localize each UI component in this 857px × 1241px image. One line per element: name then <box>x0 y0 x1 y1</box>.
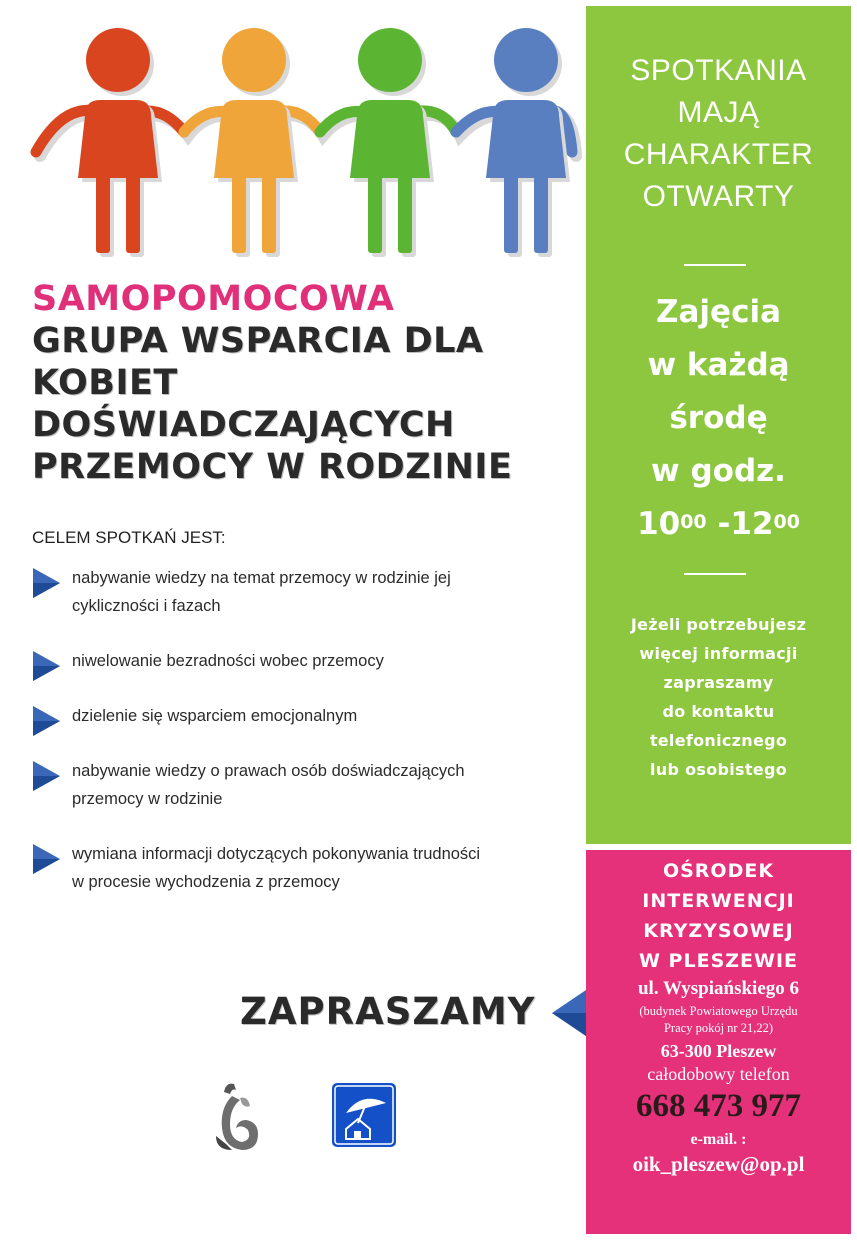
all-day-phone-label: całodobowy telefon <box>647 1064 790 1084</box>
info-line: telefonicznego <box>649 731 788 750</box>
triangle-arrow-icon <box>32 651 60 681</box>
triangle-arrow-icon <box>32 568 60 598</box>
headline-line-2: GRUPA WSPARCIA DLA <box>32 321 484 361</box>
org-line: W PLESZEWIE <box>638 950 799 972</box>
info-line: Jeżeli potrzebujesz <box>630 615 807 634</box>
goal-item <box>32 702 552 730</box>
info-line: więcej informacji <box>639 644 798 663</box>
headline-line-4: DOŚWIADCZAJĄCYCH <box>32 405 455 445</box>
figure-logo-icon <box>212 1078 264 1152</box>
schedule-line: środę <box>669 400 768 436</box>
email-link[interactable]: oik_pleszew@op.pl <box>632 1152 805 1176</box>
divider <box>684 573 746 575</box>
people-holding-hands-illustration <box>28 28 583 258</box>
goal-item <box>32 647 552 675</box>
headline-line-5: PRZEMOCY W RODZINIE <box>32 447 513 487</box>
goal-text-4b: przemocy w rodzinie <box>72 790 223 808</box>
open-line: CHARAKTER <box>623 138 814 171</box>
contact-info-text <box>586 610 851 784</box>
headline-line-1: SAMOPOMOCOWA <box>32 279 395 319</box>
goal-text-1a: nabywanie wiedzy na temat przemocy w rodzinie jej <box>72 569 451 587</box>
open-meetings-text <box>586 50 851 218</box>
goal-text-5b: w procesie wychodzenia z przemocy <box>72 873 340 891</box>
org-line: INTERWENCJI <box>642 890 795 912</box>
goal-text-2: niwelowanie bezradności wobec przemocy <box>72 652 384 670</box>
info-line: zapraszamy <box>663 673 774 692</box>
left-arrow-icon <box>552 990 586 1036</box>
schedule-line: w każdą <box>647 347 790 383</box>
organization-contact-panel <box>586 850 851 1234</box>
open-line: SPOTKANIA <box>630 54 807 87</box>
building-line: Pracy pokój nr 21,22) <box>663 1021 773 1035</box>
open-line: OTWARTY <box>642 180 795 213</box>
goal-item <box>32 840 552 896</box>
postal-city: 63-300 Pleszew <box>660 1041 777 1061</box>
umbrella-house-icon <box>332 1083 396 1147</box>
info-line: lub osobistego <box>649 760 787 779</box>
street-address: ul. Wyspiańskiego 6 <box>637 978 800 999</box>
green-info-panel <box>586 6 851 844</box>
schedule-line: Zajęcia <box>656 294 781 330</box>
organization-name <box>586 856 851 976</box>
goal-item <box>32 757 552 813</box>
triangle-arrow-icon <box>32 761 60 791</box>
open-line: MAJĄ <box>677 96 760 129</box>
divider <box>684 264 746 266</box>
meeting-schedule <box>586 286 851 551</box>
org-line: OŚRODEK <box>662 860 775 882</box>
building-line: (budynek Powiatowego Urzędu <box>639 1004 798 1018</box>
building-note <box>586 1003 851 1037</box>
headline-line-3: KOBIET <box>32 363 178 403</box>
goal-text-1b: cykliczności i fazach <box>72 597 221 615</box>
goal-text-4a: nabywanie wiedzy o prawach osób doświadczających <box>72 762 465 780</box>
email-label: e-mail. : <box>690 1131 747 1148</box>
goal-text-3: dzielenie się wsparciem emocjonalnym <box>72 707 358 725</box>
info-line: do kontaktu <box>662 702 775 721</box>
triangle-arrow-icon <box>32 844 60 874</box>
phone-number[interactable]: 668 473 977 <box>636 1088 801 1124</box>
schedule-line: w godz. <box>651 453 786 489</box>
invite-text: ZAPRASZAMY <box>240 990 536 1033</box>
goal-item <box>32 564 552 620</box>
headline <box>32 278 592 488</box>
goal-text-5a: wymiana informacji dotyczących pokonywania trudności <box>72 845 481 863</box>
goals-title: CELEM SPOTKAŃ JEST: <box>32 528 226 547</box>
meeting-hours: $10^{00}$ $-12^{00}$ <box>637 506 800 542</box>
triangle-arrow-icon <box>32 706 60 736</box>
org-line: KRYZYSOWEJ <box>643 920 794 942</box>
